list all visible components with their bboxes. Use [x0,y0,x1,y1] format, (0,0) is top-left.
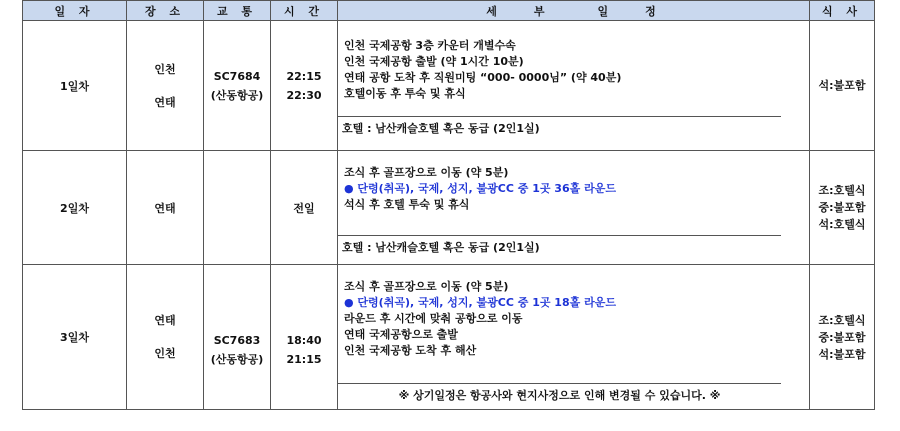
schedule-line-highlight: ● 단령(취곡), 국제, 성지, 불광CC 중 1곳 36홀 라운드 [344,182,616,195]
time-value: 18:40 [286,334,322,347]
header-meal: 식 사 [810,1,875,21]
flight-number: SC7683 [213,334,261,347]
day-cell: 1일차 [23,21,127,151]
day-row-2 [23,151,875,265]
meal-cell [810,21,875,151]
time-value: 21:15 [286,353,322,366]
header-place: 장 소 [127,1,204,21]
meal-item: 석:호텔식 [818,218,866,231]
detail-cell [338,21,810,151]
hotel-info: 호텔 : 남산캐슬호텔 혹은 동급 (2인1실) [338,116,781,141]
schedule-line: 조식 후 골프장으로 이동 (약 5분) [344,166,509,179]
time-cell [271,265,338,410]
itinerary-table [22,0,875,410]
place-name: 인천 [154,62,176,76]
meal-item: 석:불포함 [818,347,866,361]
transport-cell [204,21,271,151]
meal-item: 조:호텔식 [818,184,866,197]
time-cell: 전일 [271,151,338,265]
detail-cell [338,265,810,410]
meal-item: 조:호텔식 [818,313,866,327]
schedule-line: 인천 국제공항 3층 카운터 개별수속 [344,39,516,52]
schedule-line: 인천 국제공항 출발 (약 1시간 10분) [344,55,524,68]
schedule-line: 연태 국제공항으로 출발 [344,328,458,341]
place-cell: 연태 [127,151,204,265]
schedule-line: 석식 후 호텔 투숙 및 휴식 [344,198,470,211]
place-name: 연태 [154,95,176,109]
time-value: 22:15 [286,69,322,83]
schedule-line: 호텔이동 후 투숙 및 휴식 [344,87,466,100]
place-name: 연태 [154,314,176,327]
header-transport: 교 통 [204,1,271,21]
schedule-line-highlight: ● 단령(취곡), 국제, 성지, 불광CC 중 1곳 18홀 라운드 [344,296,616,309]
detail-cell [338,151,810,265]
schedule-line: 조식 후 골프장으로 이동 (약 5분) [344,280,509,293]
time-cell [271,21,338,151]
itinerary [22,0,874,410]
day-cell: 3일차 [23,265,127,410]
schedule-line: 인천 국제공항 도착 후 해산 [344,344,477,357]
notice-text: ※ 상기일정은 항공사와 현지사정으로 인해 변경될 수 있습니다. ※ [338,383,781,408]
day-row-1 [23,21,875,151]
airline: (산동항공) [210,88,264,102]
meal-cell [810,151,875,265]
schedule-line: 연태 공항 도착 후 직원미팅 “000- 0000님” (약 40분) [344,71,622,84]
day-cell: 2일차 [23,151,127,265]
place-name: 인천 [154,347,176,360]
airline: (산동항공) [210,353,264,366]
time-value: 22:30 [286,88,322,102]
header-detail: 세 부 일 정 [338,1,810,21]
meal-item: 중:불포함 [818,201,866,214]
header-time: 시 간 [271,1,338,21]
meal-item: 석:불포함 [818,79,866,92]
day-row-3 [23,265,875,410]
transport-cell [204,265,271,410]
transport-cell [204,151,271,265]
meal-item: 중:불포함 [818,330,866,344]
header-row [23,1,875,21]
schedule-line: 라운드 후 시간에 맞춰 공항으로 이동 [344,312,523,325]
place-cell [127,21,204,151]
hotel-info: 호텔 : 남산캐슬호텔 혹은 동급 (2인1실) [338,235,781,260]
flight-number: SC7684 [213,69,261,83]
header-day: 일 자 [23,1,127,21]
place-cell [127,265,204,410]
meal-cell [810,265,875,410]
